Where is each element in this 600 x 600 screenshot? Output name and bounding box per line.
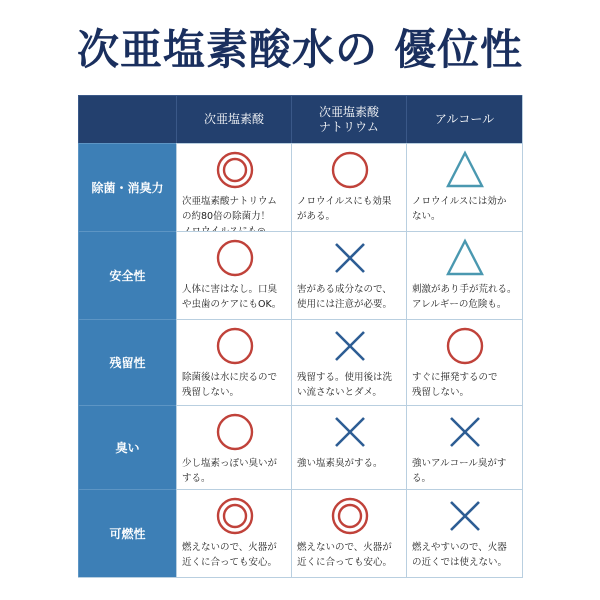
title-main: 次亜塩素酸水の	[76, 25, 378, 74]
cell-text: 燃えないので、火器が 近くに合っても安心。	[182, 542, 278, 568]
cell-text: 強い塩素臭がする。	[297, 458, 383, 469]
cell-text: 残留する。使用後は洗 い流さないとダメ。	[297, 372, 393, 398]
column-header-hypochlorous-acid: 次亜塩素酸	[176, 95, 291, 143]
triangle-icon	[412, 150, 518, 190]
cell-odor-sodium-hypochlorite	[291, 405, 406, 489]
circle-icon	[182, 326, 287, 366]
cell-safety-hypochlorous-acid	[176, 231, 291, 319]
cell-disinfection-sodium-hypochlorite	[291, 143, 406, 231]
cell-text: ノロウイルスには効か ない。	[412, 196, 507, 222]
cell-text: ノロウイルスにも効果 がある。	[297, 196, 392, 222]
cell-disinfection-alcohol	[406, 143, 522, 231]
row-label-odor: 臭い	[78, 405, 176, 489]
cell-residue-alcohol	[406, 319, 522, 405]
cross-icon	[412, 496, 518, 536]
double-circle-icon	[297, 496, 402, 536]
row-label-disinfection: 除菌・消臭力	[78, 143, 176, 231]
cross-icon	[297, 412, 402, 452]
title-accent: 優位性	[394, 25, 524, 74]
cell-text: 次亜塩素酸ナトリウム の約80倍の除菌力！	[182, 196, 277, 222]
cell-disinfection-hypochlorous-acid	[176, 143, 291, 231]
cell-odor-hypochlorous-acid	[176, 405, 291, 489]
comparison-table	[78, 95, 523, 578]
cell-residue-hypochlorous-acid	[176, 319, 291, 405]
cross-icon	[297, 238, 402, 278]
circle-icon	[412, 326, 518, 366]
cell-text: 人体に害はなし。口臭 や虫歯のケアにもOK。	[182, 284, 282, 310]
triangle-icon	[412, 238, 518, 278]
page-title	[0, 20, 600, 80]
cell-text: 燃えないので、火器が 近くに合っても安心。	[297, 542, 393, 568]
row-label-safety: 安全性	[78, 231, 176, 319]
cell-odor-alcohol	[406, 405, 522, 489]
column-header-sodium-hypochlorite: 次亜塩素酸 ナトリウム	[291, 95, 406, 143]
cell-safety-sodium-hypochlorite	[291, 231, 406, 319]
header-corner	[78, 95, 176, 143]
cell-text: 少し塩素っぽい臭いが する。	[182, 458, 278, 484]
cell-text: 除菌後は水に戻るので 残留しない。	[182, 372, 278, 398]
double-circle-icon	[182, 496, 287, 536]
cell-flammability-alcohol	[406, 489, 522, 577]
cell-text: すぐに揮発するので 残留しない。	[412, 372, 498, 398]
circle-icon	[297, 150, 402, 190]
cell-text: 燃えやすいので、火器 の近くでは使えない。	[412, 542, 508, 568]
column-header-alcohol: アルコール	[406, 95, 522, 143]
cell-text: 害がある成分なので、 使用には注意が必要。	[297, 284, 393, 310]
cross-icon	[412, 412, 518, 452]
cell-residue-sodium-hypochlorite	[291, 319, 406, 405]
cell-text: 刺激があり手が荒れる。 アレルギーの危険も。	[412, 284, 517, 310]
circle-icon	[182, 238, 287, 278]
row-label-flammability: 可燃性	[78, 489, 176, 577]
cell-safety-alcohol	[406, 231, 522, 319]
cell-text: 強いアルコール臭がす る。	[412, 458, 507, 484]
circle-icon	[182, 412, 287, 452]
double-circle-icon	[182, 150, 287, 190]
row-label-residue: 残留性	[78, 319, 176, 405]
cell-flammability-sodium-hypochlorite	[291, 489, 406, 577]
cross-icon	[297, 326, 402, 366]
cell-flammability-hypochlorous-acid	[176, 489, 291, 577]
